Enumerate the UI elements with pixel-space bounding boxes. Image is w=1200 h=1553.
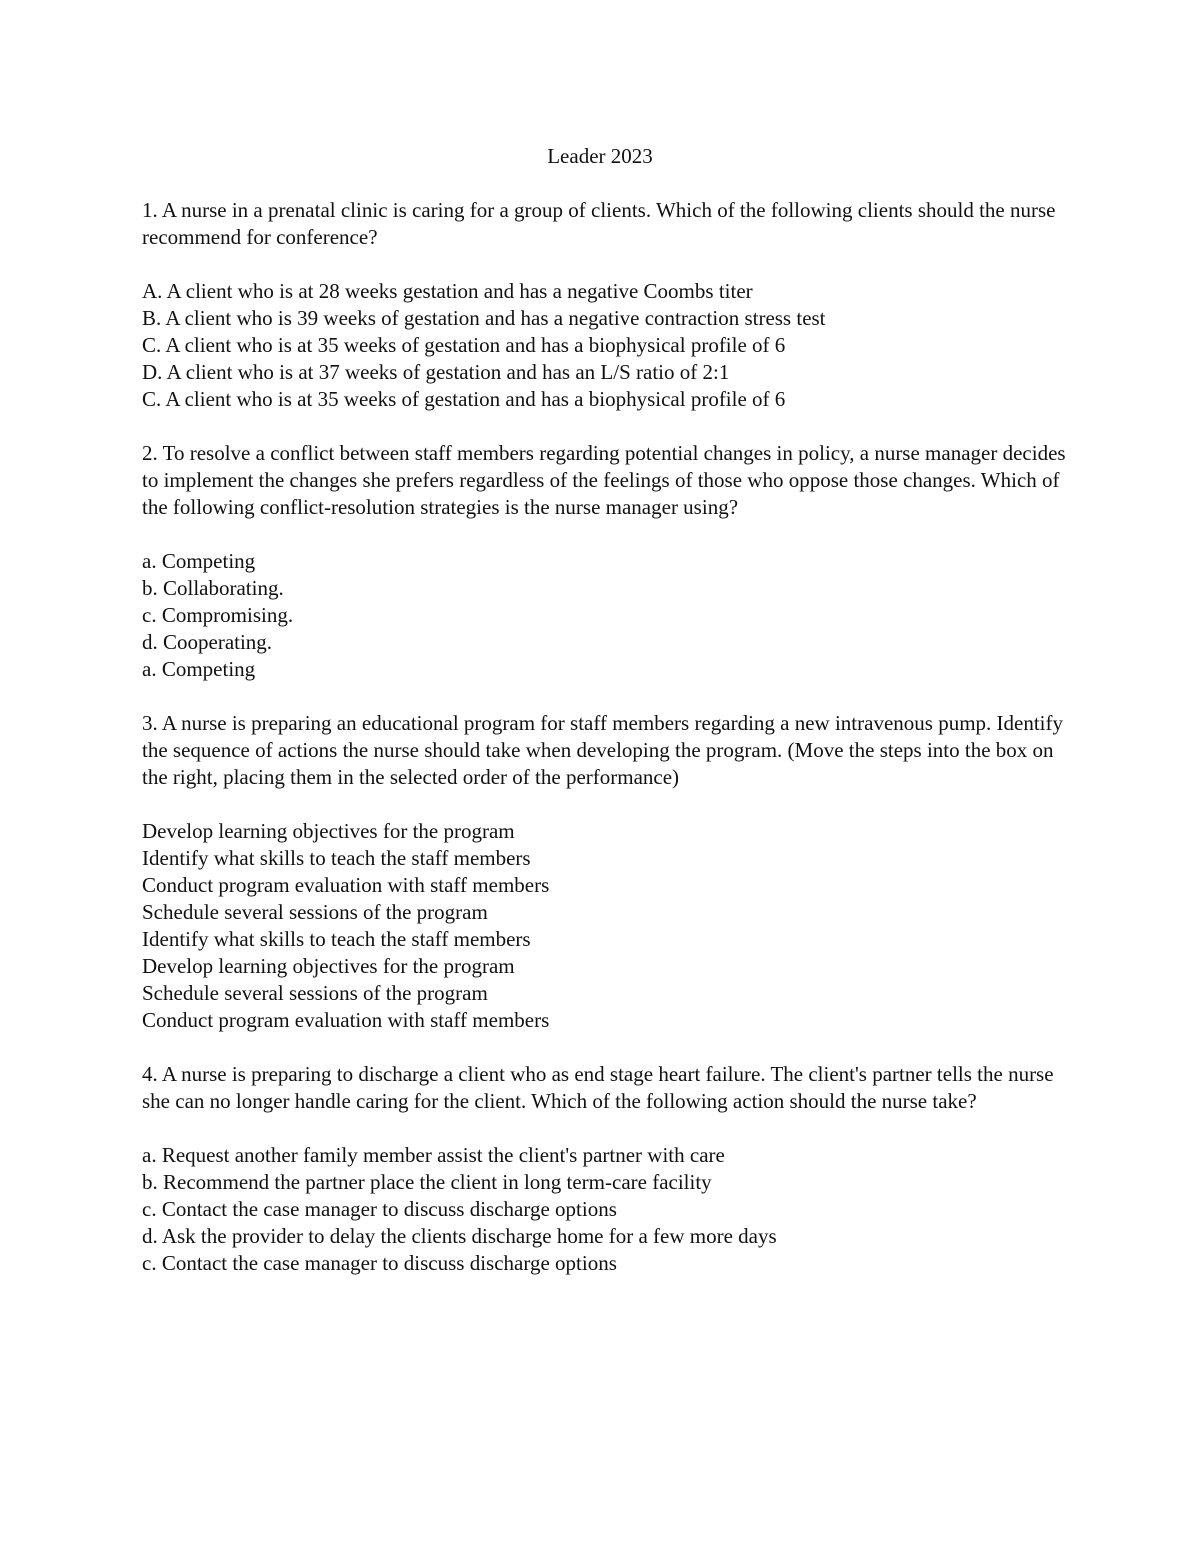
question-3-answer-step-2: Develop learning objectives for the program: [142, 954, 515, 978]
question-1: [142, 197, 1072, 413]
question-3-answer-step-4: Conduct program evaluation with staff members: [142, 1008, 550, 1032]
question-3-answer-step-1: Identify what skills to teach the staff members: [142, 927, 531, 951]
question-2-option-c: c. Compromising.: [142, 603, 294, 627]
document-body: [142, 197, 1072, 1277]
question-4-option-c: c. Contact the case manager to discuss discharge options: [142, 1197, 617, 1221]
question-1-option-a: A. A client who is at 28 weeks gestation and has a negative Coombs titer: [142, 279, 753, 303]
question-3-text: 3. A nurse is preparing an educational program for staff members regarding a new intravenous pump. Identify the sequence of actions the nurse should take when developing the program. (Move the steps into the box on the right, placing them in the selected order of the performance): [142, 711, 1064, 789]
question-3-step-2: Identify what skills to teach the staff members: [142, 846, 531, 870]
question-1-option-c: C. A client who is at 35 weeks of gestation and has a biophysical profile of 6: [142, 333, 786, 357]
question-1-answer: C. A client who is at 35 weeks of gestation and has a biophysical profile of 6: [142, 387, 786, 411]
question-1-options: [142, 278, 1072, 413]
question-4-option-a: a. Request another family member assist the client's partner with care: [142, 1143, 725, 1167]
question-3-steps: [142, 818, 1072, 1034]
question-3: [142, 710, 1072, 1034]
document-title: Leader 2023: [547, 144, 653, 168]
question-4-option-d: d. Ask the provider to delay the clients discharge home for a few more days: [142, 1224, 777, 1248]
question-2: [142, 440, 1072, 683]
question-3-answer-step-3: Schedule several sessions of the program: [142, 981, 488, 1005]
question-1-text: 1. A nurse in a prenatal clinic is caring for a group of clients. Which of the following clients should the nurse recommend for conference?: [142, 198, 1056, 249]
question-4-option-b: b. Recommend the partner place the client in long term-care facility: [142, 1170, 712, 1194]
question-4-options: [142, 1142, 1072, 1277]
question-2-option-d: d. Cooperating.: [142, 630, 273, 654]
question-2-option-b: b. Collaborating.: [142, 576, 284, 600]
question-3-step-1: Develop learning objectives for the program: [142, 819, 515, 843]
question-2-option-a: a. Competing: [142, 549, 256, 573]
question-3-step-3: Conduct program evaluation with staff members: [142, 873, 550, 897]
question-4-text: 4. A nurse is preparing to discharge a client who as end stage heart failure. The client's partner tells the nurse she can no longer handle caring for the client. Which of the following action should the nurse take?: [142, 1062, 1054, 1113]
question-4: [142, 1061, 1072, 1277]
question-3-step-4: Schedule several sessions of the program: [142, 900, 488, 924]
question-2-answer: a. Competing: [142, 657, 256, 681]
question-1-option-b: B. A client who is 39 weeks of gestation and has a negative contraction stress test: [142, 306, 826, 330]
question-2-options: [142, 548, 1072, 683]
question-4-answer: c. Contact the case manager to discuss discharge options: [142, 1251, 617, 1275]
question-2-text: 2. To resolve a conflict between staff members regarding potential changes in policy, a nurse manager decides to implement the changes she prefers regardless of the feelings of those who oppose those changes. Which of the following conflict-resolution strategies is the nurse manager using?: [142, 441, 1066, 519]
question-1-option-d: D. A client who is at 37 weeks of gestation and has an L/S ratio of 2:1: [142, 360, 730, 384]
